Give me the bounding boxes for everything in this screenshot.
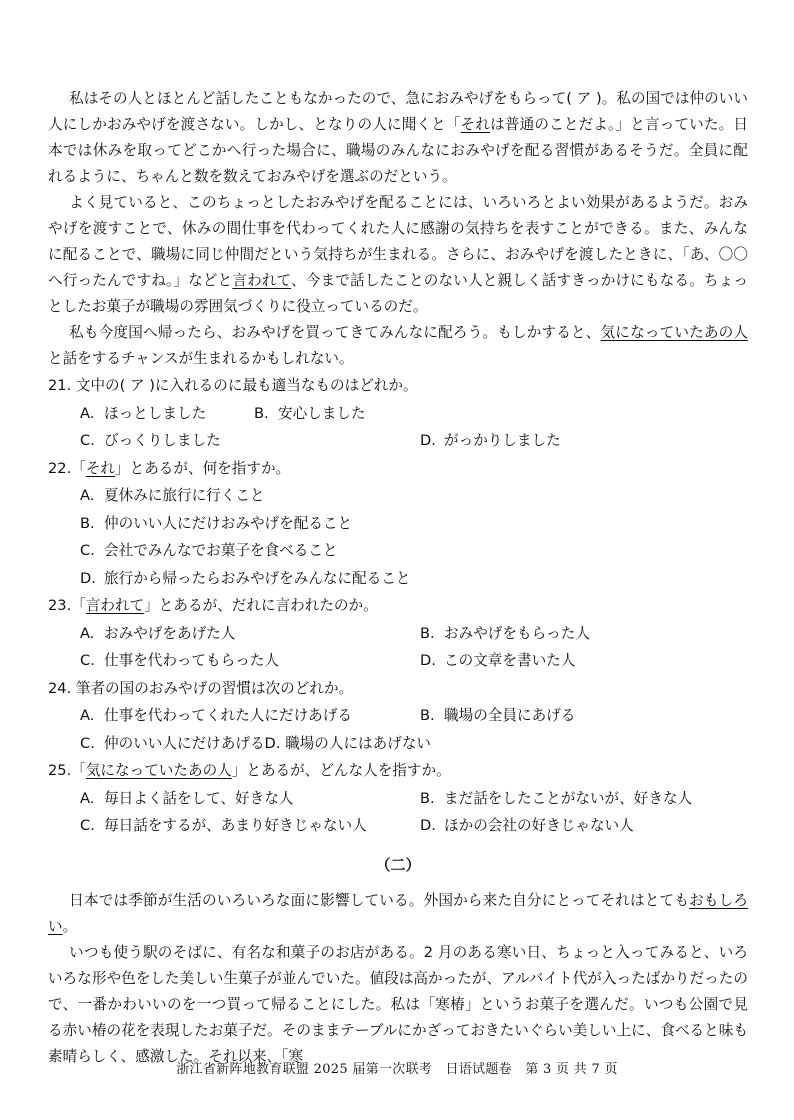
question-23-options [48, 620, 748, 675]
question-24-stem: 24. 筆者の国のおみやげの習慣は次のどれか。 [48, 679, 354, 697]
option-21-d[interactable]: D. がっかりしました [420, 432, 561, 449]
question-21-options [48, 400, 748, 455]
option-23-a[interactable]: A. おみやげをあげた人 [80, 624, 236, 642]
option-23-b[interactable]: B. おみやげをもらった人 [420, 624, 590, 642]
option-22-b[interactable]: B. 仲のいい人にだけおみやげを配ること [80, 514, 353, 532]
option-23-d[interactable]: D. この文章を書いた人 [420, 652, 576, 669]
section-2-title: （二） [375, 855, 421, 874]
passage1-paragraph-2: よく見ていると、このちょっとしたおみやげを配ることには、いろいろとよい効果があるようだ。おみやげを渡すことで、休みの間仕事を代わってくれた人に感謝の気持ちを表すことができる。また、みんなに配ることで、職場に同じ仲間だという気持ちが生まれる。さらに、おみやげを渡したときに、「あ、〇〇へ行ったんですね。」などと言われて、今まで話したことのない人と親しく話すきっかけにもなる。ちょっとしたお菓子が職場の雰囲気づくりに役立っているのだ。 [48, 194, 748, 315]
option-25-d[interactable]: D. ほかの会社の好きじゃない人 [420, 817, 634, 834]
page-footer: 浙江省新阵地教育联盟 2025 届第一次联考 日语试题卷 第 3 页 共 7 页 [176, 1062, 618, 1077]
option-24-d[interactable]: D. 職場の人にはあげない [264, 734, 432, 752]
option-25-c[interactable]: C. 毎日話をするが、あまり好きじゃない人 [80, 817, 367, 834]
question-24-options [48, 702, 748, 757]
option-23-c[interactable]: C. 仕事を代わってもらった人 [80, 652, 279, 669]
question-22-options [48, 482, 748, 592]
option-25-a[interactable]: A. 毎日よく話をして、好きな人 [80, 789, 294, 807]
option-24-a[interactable]: A. 仕事を代わってくれた人にだけあげる [80, 707, 352, 724]
section2-paragraph-2: いつも使う駅のそばに、有名な和菓子のお店がある。2 月のある寒い日、ちょっと入ってみると、いろいろな形や色をした美しい生菓子が並んでいた。値段は高かったが、アルバイト代が入ったばかりだったので、一番かわいいのを一つ買って帰ることにした。私は「寒椿」というお菓子を選んだ。いつも公園で見る赤い椿の花を表現したお菓子だ。そのままテーブルにかざっておきたいぐらい美しい上に、食べると味も素晴らしく、感激した。それ以来、「寒 [48, 943, 748, 1065]
option-22-a[interactable]: A. 夏休みに旅行に行くこと [80, 487, 265, 504]
question-21-stem: 21. 文中の( ア )に入れるのに最も適当なものはどれか。 [48, 377, 418, 394]
option-24-c[interactable]: C. 仲のいい人にだけあげる [80, 734, 265, 752]
question-23-stem: 23.「言われて」とあるが、だれに言われたのか。 [48, 597, 378, 614]
underlined-sore: それ [460, 116, 491, 133]
underlined-iwarete: 言われて [232, 272, 292, 289]
option-21-b[interactable]: B. 安心しました [254, 404, 366, 422]
question-22-stem: 22.「それ」とあるが、何を指すか。 [48, 459, 291, 477]
question-25-stem: 25.「気になっていたあの人」とあるが、どんな人を指すか。 [48, 762, 451, 779]
option-21-a[interactable]: A. ほっとしました [80, 404, 207, 422]
question-25-options [48, 785, 748, 840]
option-22-c[interactable]: C. 会社でみんなでお菓子を食べること [80, 542, 338, 559]
option-25-b[interactable]: B. まだ話をしたことがないが、好きな人 [420, 789, 693, 807]
passage1-paragraph-1: 私はその人とほとんど話したこともなかったので、急におみやげをもらって( ア )。私の国では仲のいい人にしかおみやげを渡さない。しかし、となりの人に聞くと「それは普通のことだよ。」と言っていた。日本では休みを取ってどこかへ行った場合に、職場のみんなにおみやげを配る習慣があるそうだ。全員に配れるように、ちゃんと数を数えておみやげを選ぶのだという。 [48, 90, 748, 185]
section2-paragraph-1: 日本では季節が生活のいろいろな面に影響している。外国から来た自分にとってそれはとてもおもしろい。 [48, 891, 748, 935]
passage1-paragraph-3: 私も今度国へ帰ったら、おみやげを買ってきてみんなに配ろう。もしかすると、気になっていたあの人と話をするチャンスが生まれるかもしれない。 [48, 324, 748, 367]
underlined-ki-ni-natteita: 気になっていたあの人 [600, 324, 748, 341]
underlined-omoshiroi: おもしろい [48, 891, 748, 935]
option-21-c[interactable]: C. びっくりしました [80, 432, 221, 449]
option-22-d[interactable]: D. 旅行から帰ったらおみやげをみんなに配ること [80, 569, 411, 587]
exam-page [48, 86, 748, 1070]
option-24-b[interactable]: B. 職場の全員にあげる [420, 707, 576, 724]
